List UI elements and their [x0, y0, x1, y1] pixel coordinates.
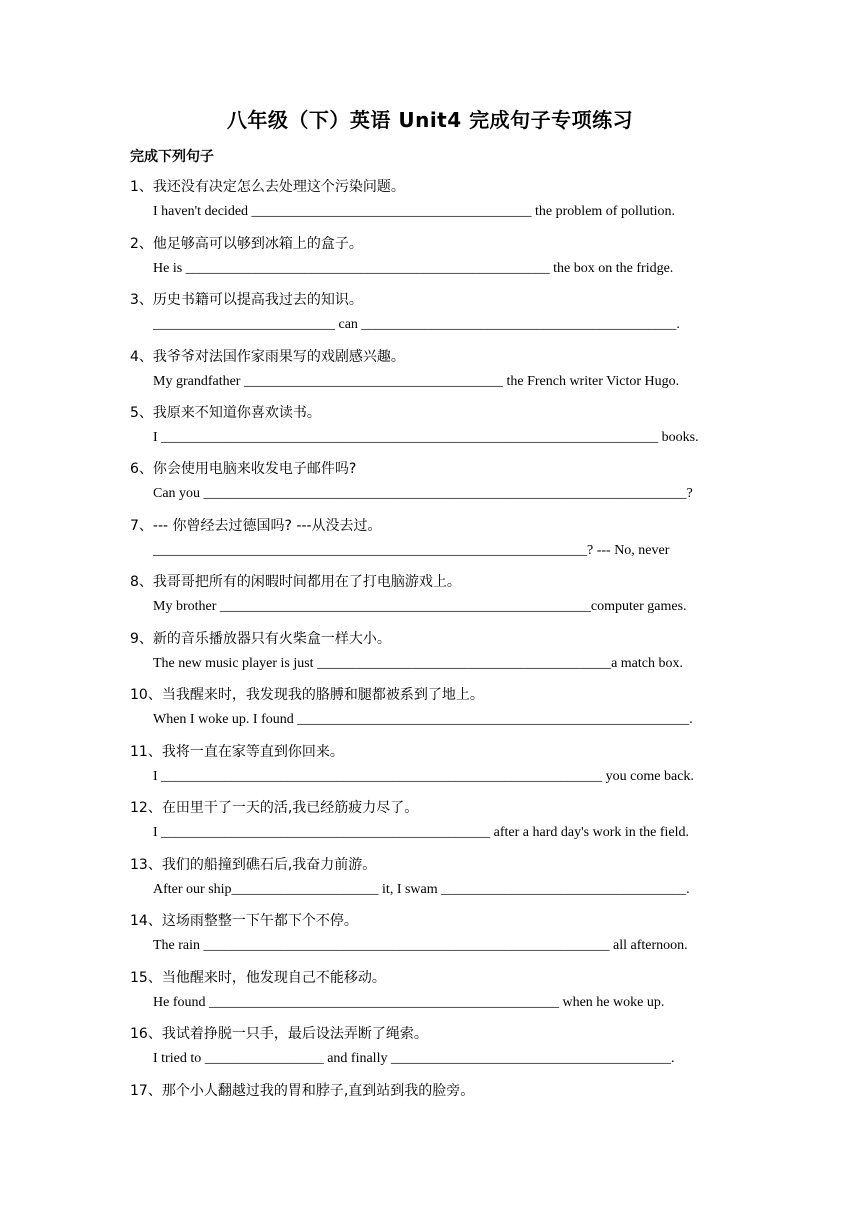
question-english: I _______________________________________________________________________ books.	[153, 430, 699, 445]
question-item	[0, 233, 860, 289]
question-item	[0, 571, 860, 627]
question-chinese: 17、那个小人翻越过我的胃和脖子,直到站到我的脸旁。	[130, 1083, 475, 1099]
question-chinese: 11、我将一直在家等直到你回来。	[130, 744, 344, 760]
question-english: When I woke up. I found ________________________________________________________.	[153, 712, 693, 727]
question-item	[0, 289, 860, 345]
question-english: I _______________________________________________________________ you come back.	[153, 769, 694, 784]
question-item	[0, 797, 860, 853]
question-item	[0, 741, 860, 797]
question-chinese: 2、他足够高可以够到冰箱上的盒子。	[130, 236, 363, 252]
page-title: 八年级（下）英语 Unit4 完成句子专项练习	[226, 108, 634, 132]
question-item	[0, 854, 860, 910]
question-item	[0, 628, 860, 684]
question-item	[0, 346, 860, 402]
question-english: I _______________________________________________ after a hard day's work in the field.	[153, 825, 689, 840]
question-item	[0, 684, 860, 740]
question-english: After our ship_____________________ it, I swam ___________________________________.	[153, 882, 690, 897]
question-english: He found __________________________________________________ when he woke up.	[153, 995, 665, 1010]
question-item	[0, 176, 860, 232]
question-chinese: 3、历史书籍可以提高我过去的知识。	[130, 292, 363, 308]
question-item	[0, 458, 860, 514]
question-english: __________________________ can _____________________________________________.	[153, 317, 680, 332]
question-chinese: 13、我们的船撞到礁石后,我奋力前游。	[130, 857, 377, 873]
question-chinese: 15、当他醒来时，他发现自己不能移动。	[130, 970, 386, 986]
question-english: He is ____________________________________________________ the box on the fridge.	[153, 261, 674, 276]
question-chinese: 12、在田里干了一天的活,我已经筋疲力尽了。	[130, 800, 419, 816]
question-english: My grandfather _____________________________________ the French writer Victor Hugo.	[153, 374, 680, 389]
section-heading: 完成下列句子	[130, 149, 214, 165]
question-chinese: 8、我哥哥把所有的闲暇时间都用在了打电脑游戏上。	[130, 574, 461, 590]
question-item	[0, 515, 860, 571]
question-item	[0, 1023, 860, 1079]
question-item	[0, 910, 860, 966]
question-chinese: 5、我原来不知道你喜欢读书。	[130, 405, 321, 421]
question-english: Can you _____________________________________________________________________?	[153, 486, 693, 501]
question-chinese: 1、我还没有决定怎么去处理这个污染问题。	[130, 179, 405, 195]
question-english: I haven't decided ________________________________________ the problem of pollution.	[153, 204, 676, 219]
question-chinese: 4、我爷爷对法国作家雨果写的戏剧感兴趣。	[130, 349, 405, 365]
question-item	[0, 1080, 860, 1136]
question-chinese: 9、新的音乐播放器只有火柴盒一样大小。	[130, 631, 391, 647]
question-english: I tried to _________________ and finally ________________________________________.	[153, 1051, 675, 1066]
question-chinese: 7、--- 你曾经去过德国吗? ---从没去过。	[130, 518, 382, 534]
question-english: The new music player is just __________________________________________a match box.	[153, 656, 683, 671]
question-chinese: 14、这场雨整整一下午都下个不停。	[130, 913, 358, 929]
question-english: ______________________________________________________________? --- No, never	[153, 543, 670, 558]
question-item	[0, 967, 860, 1023]
question-chinese: 6、你会使用电脑来收发电子邮件吗?	[130, 461, 357, 477]
question-english: My brother _____________________________________________________computer games.	[153, 599, 687, 614]
question-chinese: 16、我试着挣脱一只手，最后设法弄断了绳索。	[130, 1026, 428, 1042]
question-chinese: 10、当我醒来时，我发现我的胳膊和腿都被系到了地上。	[130, 687, 484, 703]
question-item	[0, 402, 860, 458]
question-english: The rain __________________________________________________________ all afternoon.	[153, 938, 688, 953]
